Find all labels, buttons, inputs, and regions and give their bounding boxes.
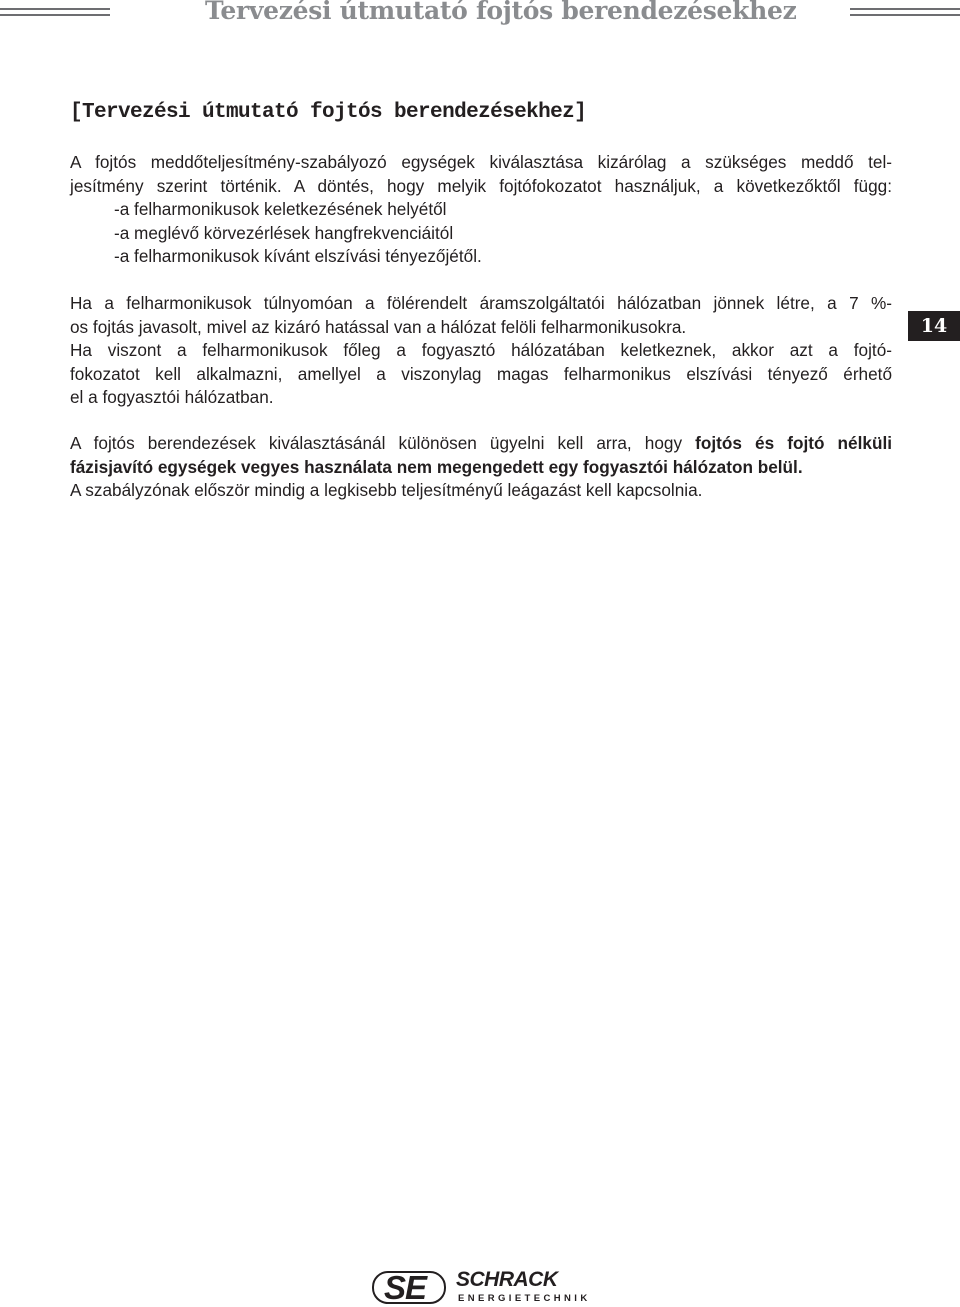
header-rule-right (850, 8, 960, 16)
paragraph-selection-criteria (70, 151, 892, 269)
paragraph-harmonics-location (70, 292, 892, 410)
header-rule-left (0, 8, 110, 16)
logo-company-name: SCHRACK (456, 1268, 558, 1291)
chapter-number-tab: 14 (908, 311, 960, 341)
paragraph-mixed-use-warning (70, 432, 892, 503)
paragraph-line: el a fogyasztói hálózatban. (70, 387, 274, 407)
bold-text: fázisjavító egységek vegyes használata nem megengedett egy fogyasztói hálózaton belül. (70, 456, 803, 477)
se-logo-mark (372, 1271, 446, 1304)
paragraph-line: fokozatot kell alkalmazni, amellyel a viszonylag magas felharmonikus elszívási tényező érhető (70, 363, 892, 384)
section-heading: [Tervezési útmutató fojtós berendezésekhez] (70, 101, 587, 124)
paragraph-line: A szabályzónak először mindig a legkisebb teljesítményű leágazást kell kapcsolnia. (70, 480, 703, 500)
paragraph-line: Ha viszont a felharmonikusok főleg a fogyasztó hálózatában keletkeznek, akkor azt a fojtó- (70, 340, 892, 360)
paragraph-line: Ha a felharmonikusok túlnyomóan a fölérendelt áramszolgáltatói hálózatban jönnek létre, a 7 %- (70, 293, 892, 313)
paragraph-line: A fojtós meddőteljesítmény-szabályozó egységek kiválasztása kizárólag a szükséges meddő tel- (70, 152, 892, 172)
schrack-logo (372, 1268, 592, 1306)
paragraph-text: A fojtós berendezések kiválasztásánál különösen ügyelni kell arra, hogy (70, 433, 696, 453)
list-item: -a felharmonikusok kívánt elszívási tényezőjétől. (114, 246, 482, 266)
running-header-title: Tervezési útmutató fojtós berendezésekhez (205, 0, 797, 25)
logo-subtitle: ENERGIETECHNIK (458, 1293, 591, 1304)
list-item: -a meglévő körvezérlések hangfrekvenciáitól (114, 222, 454, 243)
logo-mark-text: SE (384, 1269, 427, 1306)
paragraph-line (70, 432, 892, 456)
paragraph-line (70, 456, 892, 480)
paragraph-line: jesítmény szerint történik. A döntés, hogy melyik fojtófokozatot használjuk, a következőktől függ: (70, 175, 892, 196)
bold-text: fojtós és fojtó nélküli (695, 433, 893, 453)
paragraph-line: os fojtás javasolt, mivel az kizáró hatással van a hálózat felöli felharmonikusokra. (70, 316, 687, 337)
list-item: -a felharmonikusok keletkezésének helyétől (114, 199, 447, 219)
